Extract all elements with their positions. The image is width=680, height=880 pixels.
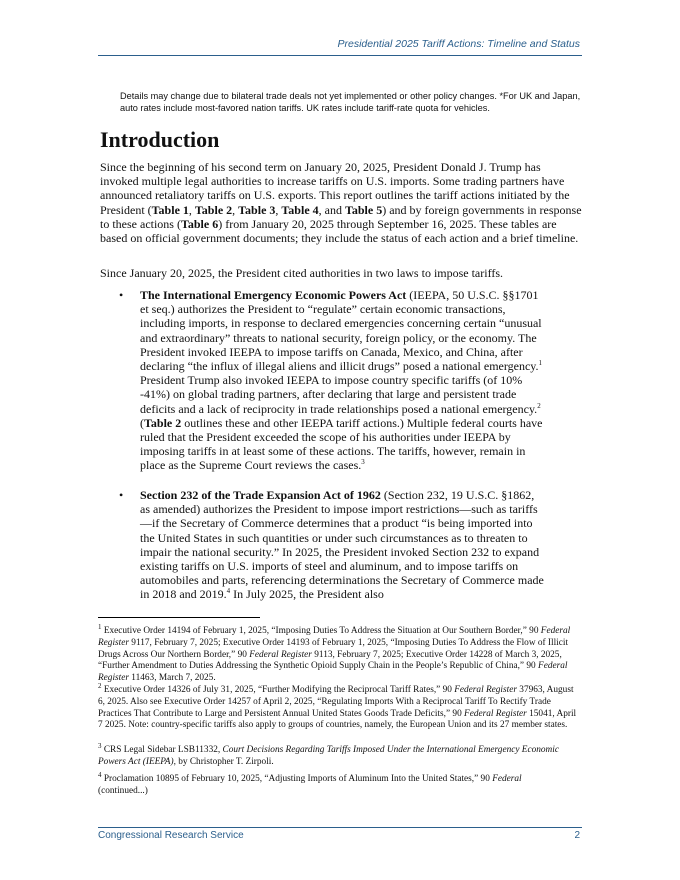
bullet-section-232 — [140, 488, 544, 602]
ieepa-text-b: President Trump also invoked IEEPA to impose country specific tariffs (of 10% -41%) on global trading partners, after declaring that large and persistent trade deficits and a lack of reciprocity in trade relationships posed a national emergency. — [140, 373, 538, 416]
fn3-text-b: , by Christopher T. Zirpoli. — [173, 756, 274, 767]
footnote-ref-3[interactable]: 3 — [361, 458, 365, 467]
fn1-text-d: 11463, March 7, 2025. — [128, 673, 216, 684]
section232-text-a: (Section 232, 19 U.S.C. §1862, as amended) authorizes the President to impose import restrictions—such as tariffs—if the Secretary of Commerce determines that a product “is being imported into the United States in such quantities or under such circumstances as to threaten to impair the national security.” In 2025, the President invoked Section 232 to expand existing tariffs on U.S. imports of steel and aluminum, and to impose tariffs on automobiles and parts, referencing determinations the Secretary of Commerce made in 2018 and 2019. — [140, 488, 544, 602]
fn1-fedreg-1: Federal Register — [98, 626, 571, 648]
fn2-text-c: 15041, April 7 2025. Note: country-specific tariffs also apply to groups of countries, namely, the European Union and its 27 member states. — [98, 708, 577, 731]
table5-ref: Table 5 — [344, 202, 383, 217]
table2-ref-bullet: Table 2 — [144, 415, 182, 430]
fn2-number: 2 — [98, 681, 102, 690]
intro-text-b: ) and by foreign governments in response to these actions ( — [100, 202, 582, 231]
fn4-number: 4 — [98, 770, 102, 779]
ieepa-title: The International Emergency Economic Powers Act — [140, 288, 407, 302]
fn1-number: 1 — [98, 622, 102, 631]
fn1-fedreg-2: Federal Register — [249, 649, 312, 660]
footer-org: Congressional Research Service — [98, 830, 244, 841]
fn2-text-a: Executive Order 14326 of July 31, 2025, “Further Modifying the Reciprocal Tariff Rates,” 90 — [101, 685, 455, 695]
fn4-fedreg: Federal — [492, 774, 522, 784]
footnote-ref-4[interactable]: 4 — [226, 587, 231, 596]
footnote-4 — [98, 770, 582, 798]
ieepa-text-d: outlines these and other IEEPA tariff actions.) Multiple federal courts have ruled that the President exceeded the scope of his authorities under IEEPA by imposing tariffs in at least some of these actions. The tariffs, however, remain in place as the Supreme Court reviews the cases. — [140, 415, 543, 473]
fn3-sidebar-title[interactable]: Court Decisions Regarding Tariffs Imposed Under the International Emergency Economic Powers Act (IEEPA) — [98, 745, 559, 767]
fn1-text-b: 9117, February 7, 2025; Executive Order 14193 of February 1, 2025, “Imposing Duties To Address the Flow of Illicit Drugs Across Our Northern Border,” 90 — [98, 637, 569, 660]
fn3-number: 3 — [98, 741, 102, 750]
section232-text-b: In July 2025, the President also — [230, 587, 384, 602]
authorities-paragraph: Since January 20, 2025, the President cited authorities in two laws to impose tariffs. — [100, 266, 504, 280]
ieepa-text-a: (IEEPA, 50 U.S.C. §§1701 et seq.) authorizes the President to “regulate” certain economic transactions, including imports, in response to declared emergencies concerning certain “unusual and extraordinary” threats to national security, foreign policy, or the economy. The President invoked IEEPA to impose tariffs on Canada, Mexico, and China, after declaring “the influx of illegal aliens and illicit drugs” posed a national emergency. — [140, 288, 542, 374]
section232-title: Section 232 of the Trade Expansion Act of 1962 — [140, 488, 381, 502]
fn3-text-a: CRS Legal Sidebar LSB11332, — [101, 745, 223, 755]
table6-ref: Table 6 — [180, 216, 219, 231]
fn1-text-a: Executive Order 14194 of February 1, 2025, “Imposing Duties To Address the Situation at Our Southern Border,” 90 — [101, 626, 541, 636]
table-note: Details may change due to bilateral trade deals not yet implemented or other policy changes. *For UK and Japan, auto rates include most-favored nation tariffs. UK rates include tariff-rate quota for vehicles. — [120, 91, 581, 113]
fn2-fedreg-2: Federal Register — [464, 708, 527, 719]
table1-ref: Table 1 — [151, 202, 189, 217]
footnote-3 — [98, 741, 582, 769]
bullet-ieepa — [140, 288, 544, 473]
footnote-2 — [98, 681, 582, 732]
running-footer — [98, 827, 582, 842]
table3-ref: Table 3 — [238, 202, 276, 217]
intro-text-c: ) from January 20, 2025 through September 16, 2025. These tables are based on official government documents; they include the status of each action and a brief timeline. — [100, 216, 579, 246]
fn1-text-c: 9113, February 7, 2025; Executive Order 14228 of March 3, 2025, “Further Amendment to Duties Addressing the Synthetic Opioid Supply Chain in the People’s Republic of China,” 90 — [98, 649, 562, 672]
section-heading: Introduction — [100, 127, 220, 152]
fn4-continued: (continued...) — [98, 785, 148, 796]
footnote-1 — [98, 622, 582, 685]
bullet-marker: • — [119, 288, 124, 302]
table2-ref: Table 2 — [194, 202, 233, 217]
page-number: 2 — [574, 830, 580, 841]
header-title: Presidential 2025 Tariff Actions: Timeline and Status — [337, 38, 580, 50]
fn2-fedreg-1: Federal Register — [454, 685, 517, 695]
footnote-ref-1[interactable]: 1 — [538, 359, 543, 368]
ieepa-text-c: ( — [140, 415, 144, 430]
sep2: , — [232, 202, 239, 217]
table4-ref: Table 4 — [281, 202, 319, 217]
fn2-text-b: 37963, August 6, 2025. Also see Executive Order 14257 of April 2, 2025, “Regulating Imports With a Reciprocal Tariff To Rectify Trade Practices That Contribute to Large and Persistent Annual United States Goods Trade Deficits,” 90 — [98, 685, 574, 719]
sep4: , and — [318, 202, 345, 217]
running-header — [98, 37, 582, 56]
sep1: , — [188, 202, 195, 217]
bullet-marker: • — [119, 488, 124, 502]
fn4-text-a: Proclamation 10895 of February 10, 2025, “Adjusting Imports of Aluminum Into the United States,” 90 — [101, 774, 493, 784]
intro-text-a: Since the beginning of his second term on January 20, 2025, President Donald J. Trump has invoked multiple legal authorities to increase tariffs on U.S. imports. Some trading partners have announced retaliatory tariffs on U.S. exports. This report outlines the tariff actions initiated by the President ( — [100, 160, 570, 217]
intro-paragraph — [100, 160, 582, 245]
footnote-ref-2[interactable]: 2 — [537, 401, 541, 410]
sep3: , — [275, 202, 282, 217]
footnote-divider — [98, 617, 260, 618]
fn1-fedreg-3: Federal Register — [98, 661, 568, 684]
